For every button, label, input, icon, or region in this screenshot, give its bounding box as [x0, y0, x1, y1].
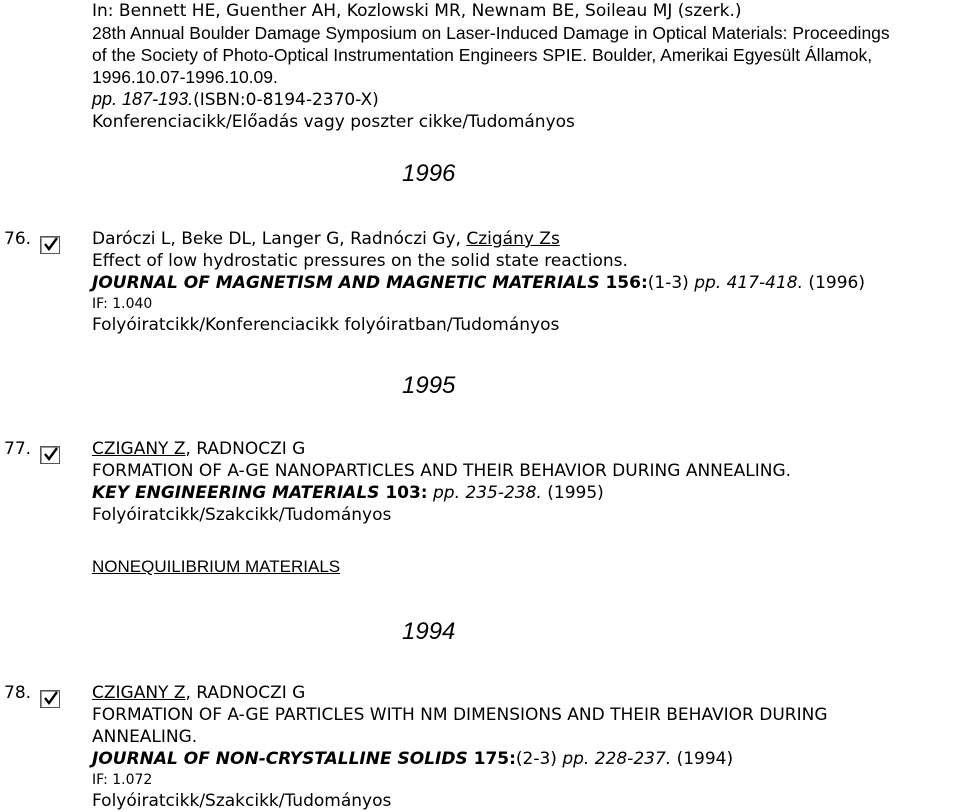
selection-checkbox[interactable] — [40, 446, 60, 464]
checkmark-icon — [42, 445, 60, 463]
journal-citation — [92, 482, 956, 504]
authors — [92, 438, 956, 460]
article-title: Effect of low hydrostatic pressures on the solid state reactions. — [92, 251, 628, 271]
authors-plain: Daróczi L, Beke DL, Langer G, Radnóczi Gy, — [92, 229, 467, 249]
issue: (2-3) — [515, 749, 563, 769]
journal-name: JOURNAL OF MAGNETISM AND MAGNETIC MATERIALS — [92, 273, 600, 293]
pages: pp. 235-238. — [427, 483, 542, 503]
pages-isbn-line — [92, 88, 956, 111]
publication-type: Folyóiratcikk/Szakcikk/Tudományos — [92, 791, 392, 811]
proceedings-line-2: of the Society of Photo-Optical Instrumentation Engineers SPIE. Boulder, Amerikai Egyesült Államok, — [92, 45, 873, 65]
volume: 175: — [467, 749, 516, 769]
journal-name: KEY ENGINEERING MATERIALS — [92, 483, 380, 503]
volume: 156: — [599, 273, 648, 293]
author-link[interactable]: CZIGANY Z — [92, 439, 186, 459]
journal-citation — [92, 748, 956, 770]
pages: pp. 228-237. — [562, 749, 672, 769]
year: (1995) — [541, 483, 604, 503]
selection-checkbox[interactable] — [40, 236, 60, 254]
checkmark-icon — [42, 689, 60, 707]
year: (1994) — [671, 749, 734, 769]
conference-entry — [92, 0, 956, 133]
authors-plain: , RADNOCZI G — [185, 683, 306, 703]
author-link[interactable]: CZIGANY Z — [92, 683, 186, 703]
editors-line: In: Bennett HE, Guenther AH, Kozlowski MR, Newnam BE, Soileau MJ (szerk.) — [92, 1, 742, 21]
selection-checkbox[interactable] — [40, 690, 60, 708]
journal-name: JOURNAL OF NON-CRYSTALLINE SOLIDS — [92, 749, 468, 769]
article-title-line-2: ANNEALING. — [92, 727, 198, 747]
pages: pp. 417-418. — [694, 273, 804, 293]
year: (1996) — [803, 273, 865, 293]
year-heading-1995: 1995 — [402, 372, 456, 399]
publication-type: Folyóiratcikk/Konferenciacikk folyóiratban/Tudományos — [92, 315, 560, 335]
entry-number: 76. — [4, 229, 32, 249]
authors — [92, 682, 956, 704]
entry-number: 78. — [4, 683, 32, 703]
author-link[interactable]: Czigány Zs — [466, 229, 560, 249]
pages: pp. 187-193. — [92, 89, 194, 109]
article-title: FORMATION OF A-GE NANOPARTICLES AND THEIR BEHAVIOR DURING ANNEALING. — [92, 461, 792, 481]
publication-type: Konferenciacikk/Előadás vagy poszter cikke/Tudományos — [92, 112, 575, 132]
conference-dates: 1996.10.07-1996.10.09. — [92, 67, 278, 87]
publication-type: Folyóiratcikk/Szakcikk/Tudományos — [92, 505, 392, 525]
article-title-line-1: FORMATION OF A-GE PARTICLES WITH NM DIMENSIONS AND THEIR BEHAVIOR DURING — [92, 705, 828, 725]
impact-factor: IF: 1.072 — [92, 772, 153, 788]
issue: (1-3) — [647, 273, 695, 293]
checkmark-icon — [42, 235, 60, 253]
impact-factor: IF: 1.040 — [92, 296, 153, 312]
authors — [92, 228, 956, 250]
volume: 103: — [379, 483, 428, 503]
year-heading-1994: 1994 — [402, 618, 456, 645]
isbn: (ISBN:0-8194-2370-X) — [193, 90, 379, 110]
year-heading-1996: 1996 — [402, 160, 456, 187]
authors-plain: , RADNOCZI G — [185, 439, 306, 459]
entry-number: 77. — [4, 439, 32, 459]
journal-citation — [92, 272, 956, 294]
topic-link[interactable]: NONEQUILIBRIUM MATERIALS — [92, 557, 341, 576]
proceedings-line-1: 28th Annual Boulder Damage Symposium on Laser-Induced Damage in Optical Materials: Proceedings — [92, 23, 890, 43]
